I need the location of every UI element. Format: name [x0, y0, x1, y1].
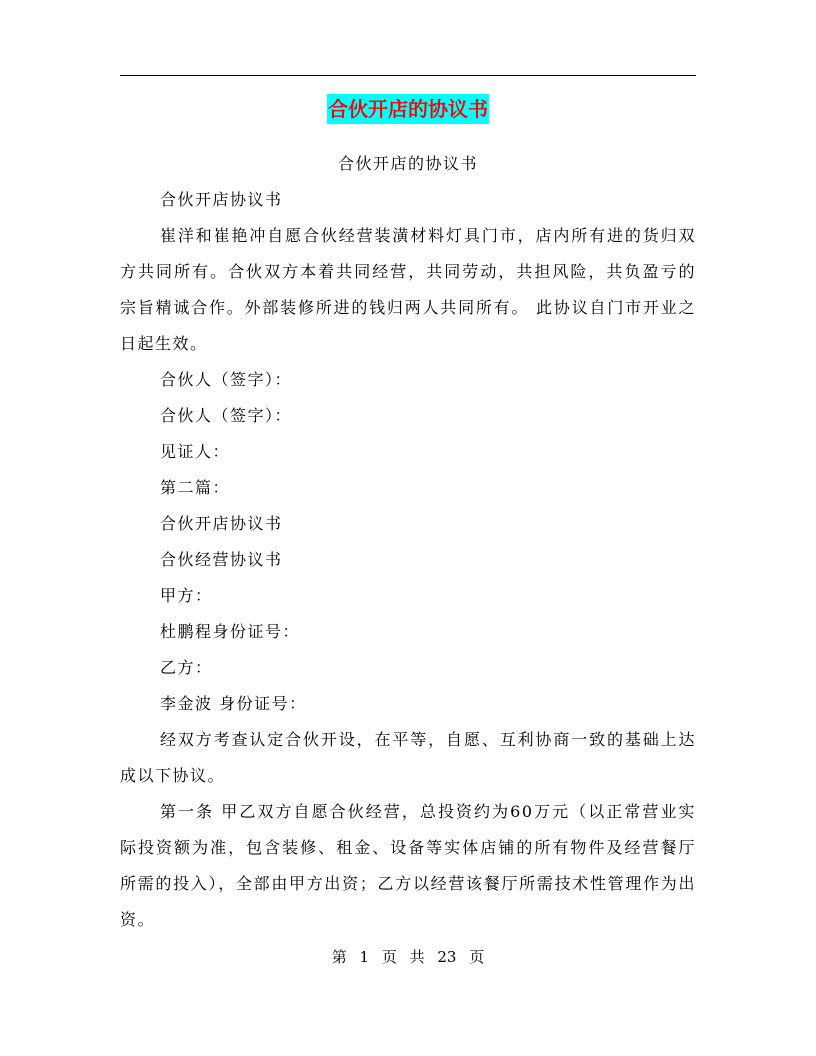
document-title: 合伙开店的协议书 [327, 94, 489, 124]
party-b-line: 乙方： [160, 658, 213, 677]
subtitle: 合伙开店的协议书 [337, 154, 478, 173]
witness-line: 见证人： [160, 442, 231, 461]
paragraph: 合伙开店协议书 [160, 514, 283, 533]
section-heading: 第二篇： [160, 478, 231, 497]
paragraph: 崔洋和崔艳冲自愿合伙经营装潢材料灯具门市，店内所有进的货归双方共同所有。合伙双方本着共同经营，共同劳动，共担风险，共负盈亏的宗旨精诚合作。外部装修所进的钱归两人共同所有。 此协议自门市开业之日起生效。 [120, 226, 696, 353]
party-b-id-line: 李金波 身份证号： [160, 694, 307, 713]
signature-line: 合伙人（签字）： [160, 370, 293, 389]
paragraph: 合伙开店协议书 [160, 190, 283, 209]
title-container [0, 94, 816, 124]
paragraph: 合伙经营协议书 [160, 550, 283, 569]
paragraph: 经双方考查认定合伙开设，在平等，自愿、互利协商一致的基础上达成以下协议。 [120, 730, 696, 785]
document-body [120, 146, 696, 938]
signature-line: 合伙人（签字）： [160, 406, 293, 425]
page-footer: 第 1 页 共 23 页 [331, 948, 485, 966]
article-1: 第一条 甲乙双方自愿合伙经营，总投资约为60万元（以正常营业实际投资额为准，包含装修、租金、设备等实体店铺的所有物件及经营餐厅所需的投入），全部由甲方出资；乙方以经营该餐厅所需技术性管理作为出资。 [120, 802, 696, 929]
header-rule [120, 75, 696, 76]
party-a-line: 甲方： [160, 586, 213, 605]
party-a-id-line: 杜鹏程身份证号： [160, 622, 301, 641]
